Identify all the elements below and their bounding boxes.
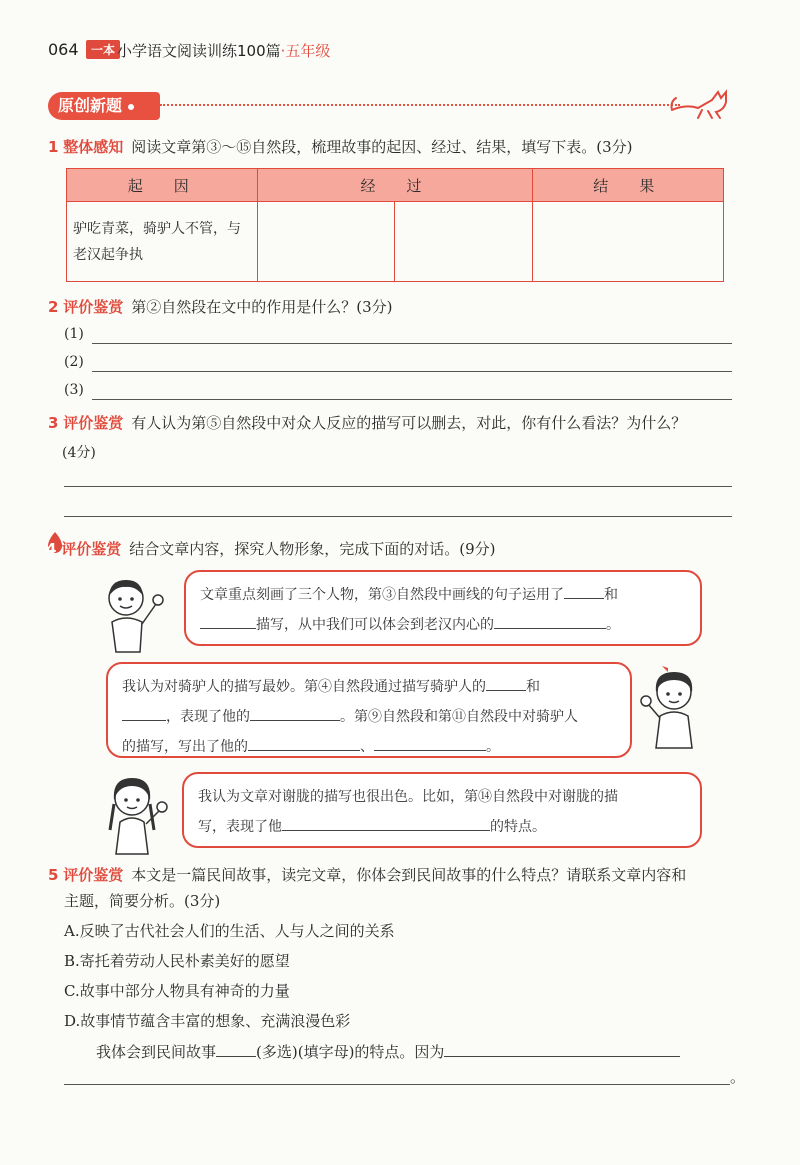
q2-answer-line-3[interactable] bbox=[92, 399, 732, 400]
q5-text-line-2: 主题，简要分析。(3分) bbox=[64, 892, 221, 910]
bubble1-text-d: 。 bbox=[606, 617, 620, 633]
q5-answer-line[interactable] bbox=[64, 1084, 730, 1085]
q4-text: 结合文章内容，探究人物形象，完成下面的对话。(9分) bbox=[129, 540, 496, 558]
bubble2-blank-3[interactable] bbox=[250, 704, 340, 721]
dialogue-bubble-2 bbox=[106, 662, 632, 758]
girl-braids-figure-icon bbox=[96, 770, 170, 856]
header-cause: 起 因 bbox=[67, 169, 258, 202]
girl-figure-icon bbox=[638, 664, 704, 750]
q5-letter-blank[interactable] bbox=[216, 1040, 256, 1057]
q2-number: 2 bbox=[48, 298, 59, 316]
bubble2-text-e: 的描写，写出了他的 bbox=[122, 739, 248, 755]
result-cell[interactable] bbox=[532, 202, 723, 282]
process-cell-1[interactable] bbox=[258, 202, 395, 282]
bubble2-text-g: 。 bbox=[486, 739, 500, 755]
q1-tag: 整体感知 bbox=[63, 138, 124, 156]
bubble1-text-b: 和 bbox=[604, 587, 618, 603]
dialogue-bubble-3 bbox=[182, 772, 702, 848]
bubble3-blank-1[interactable] bbox=[282, 814, 490, 831]
section-banner bbox=[48, 92, 160, 120]
question-4 bbox=[46, 538, 495, 560]
bubble1-text-a: 文章重点刻画了三个人物，第③自然段中画线的句子运用了 bbox=[200, 587, 564, 603]
cause-cell: 驴吃青菜，骑驴人不管，与老汉起争执 bbox=[67, 202, 258, 282]
brand-logo: 一本 bbox=[86, 40, 120, 59]
q5-option-b: B.寄托着劳动人民朴素美好的愿望 bbox=[64, 952, 290, 970]
q5-reason-blank[interactable] bbox=[444, 1040, 680, 1057]
q2-text: 第②自然段在文中的作用是什么？(3分) bbox=[131, 298, 393, 316]
cat-icon bbox=[668, 84, 734, 120]
bubble1-blank-3[interactable] bbox=[494, 612, 606, 629]
question-5 bbox=[48, 864, 748, 886]
banner-label: 原创新题 bbox=[58, 96, 123, 115]
grade-label: ·五年级 bbox=[280, 42, 331, 60]
q5-text: 本文是一篇民间故事，读完文章，你体会到民间故事的什么特点？请联系文章内容和 bbox=[131, 866, 687, 884]
header-result: 结 果 bbox=[532, 169, 723, 202]
bubble1-blank-2[interactable] bbox=[200, 612, 256, 629]
bubble3-text-b: 写，表现了他 bbox=[198, 819, 282, 835]
q3-text: 有人认为第⑤自然段中对众人反应的描写可以删去，对此，你有什么看法？为什么？ bbox=[131, 414, 687, 432]
bubble2-text-b: 和 bbox=[526, 679, 540, 695]
q2-answer-line-1[interactable] bbox=[92, 343, 732, 344]
book-title bbox=[117, 40, 330, 61]
q3-number: 3 bbox=[48, 414, 59, 432]
q2-label-2: (2) bbox=[64, 354, 84, 370]
q2-label-1: (1) bbox=[64, 326, 84, 342]
q5-option-a: A.反映了古代社会人们的生活、人与人之间的关系 bbox=[64, 922, 395, 940]
q4-tag: 评价鉴赏 bbox=[61, 540, 122, 558]
q5-tag: 评价鉴赏 bbox=[63, 866, 124, 884]
bubble2-text-d: 。第⑨自然段和第⑪自然段中对骑驴人 bbox=[340, 709, 578, 725]
question-3 bbox=[48, 412, 748, 434]
q2-answer-line-2[interactable] bbox=[92, 371, 732, 372]
q1-text: 阅读文章第③～⑮自然段，梳理故事的起因、经过、结果，填写下表。(3分) bbox=[131, 138, 633, 156]
q5-end-mark: 。 bbox=[730, 1068, 746, 1086]
bubble2-text-f: 、 bbox=[360, 739, 374, 755]
q1-number: 1 bbox=[48, 138, 59, 156]
header-process: 经 过 bbox=[258, 169, 532, 202]
bubble2-blank-2[interactable] bbox=[122, 704, 166, 721]
q2-label-3: (3) bbox=[64, 382, 84, 398]
boy-figure-icon bbox=[96, 574, 172, 654]
q5-number: 5 bbox=[48, 866, 59, 884]
q5-option-c: C.故事中部分人物具有神奇的力量 bbox=[64, 982, 290, 1000]
q3-answer-line-2[interactable] bbox=[64, 516, 732, 517]
bubble2-text-c: ，表现了他的 bbox=[166, 709, 250, 725]
page-number: 064 bbox=[48, 40, 79, 59]
q2-tag: 评价鉴赏 bbox=[63, 298, 124, 316]
dialogue-bubble-1 bbox=[184, 570, 702, 646]
q3-tag: 评价鉴赏 bbox=[63, 414, 124, 432]
bubble2-text-a: 我认为对骑驴人的描写最妙。第④自然段通过描写骑驴人的 bbox=[122, 679, 486, 695]
q5-answer-prompt bbox=[96, 1040, 680, 1063]
book-title-text: 小学语文阅读训练100篇 bbox=[117, 42, 281, 60]
q5-answer-text-b: (多选)(填字母)的特点。因为 bbox=[256, 1043, 445, 1061]
q1-table bbox=[66, 168, 724, 282]
bubble1-blank-1[interactable] bbox=[564, 582, 604, 599]
bubble2-blank-4[interactable] bbox=[248, 734, 360, 751]
q3-answer-line-1[interactable] bbox=[64, 486, 732, 487]
question-2 bbox=[48, 296, 392, 318]
process-cell-2[interactable] bbox=[395, 202, 532, 282]
banner-dotted-line bbox=[160, 104, 680, 106]
q3-score: (4分) bbox=[62, 445, 96, 461]
bubble2-blank-5[interactable] bbox=[374, 734, 486, 751]
bubble3-text-a: 我认为文章对谢胧的描写也很出色。比如，第⑭自然段中对谢胧的描 bbox=[198, 789, 618, 805]
bubble2-blank-1[interactable] bbox=[486, 674, 526, 691]
bubble3-text-c: 的特点。 bbox=[490, 819, 546, 835]
q5-answer-text-a: 我体会到民间故事 bbox=[96, 1043, 217, 1061]
q4-number: 4 bbox=[46, 540, 57, 558]
q5-option-d: D.故事情节蕴含丰富的想象、充满浪漫色彩 bbox=[64, 1012, 351, 1030]
bubble1-text-c: 描写，从中我们可以体会到老汉内心的 bbox=[256, 617, 494, 633]
question-1 bbox=[48, 136, 633, 158]
